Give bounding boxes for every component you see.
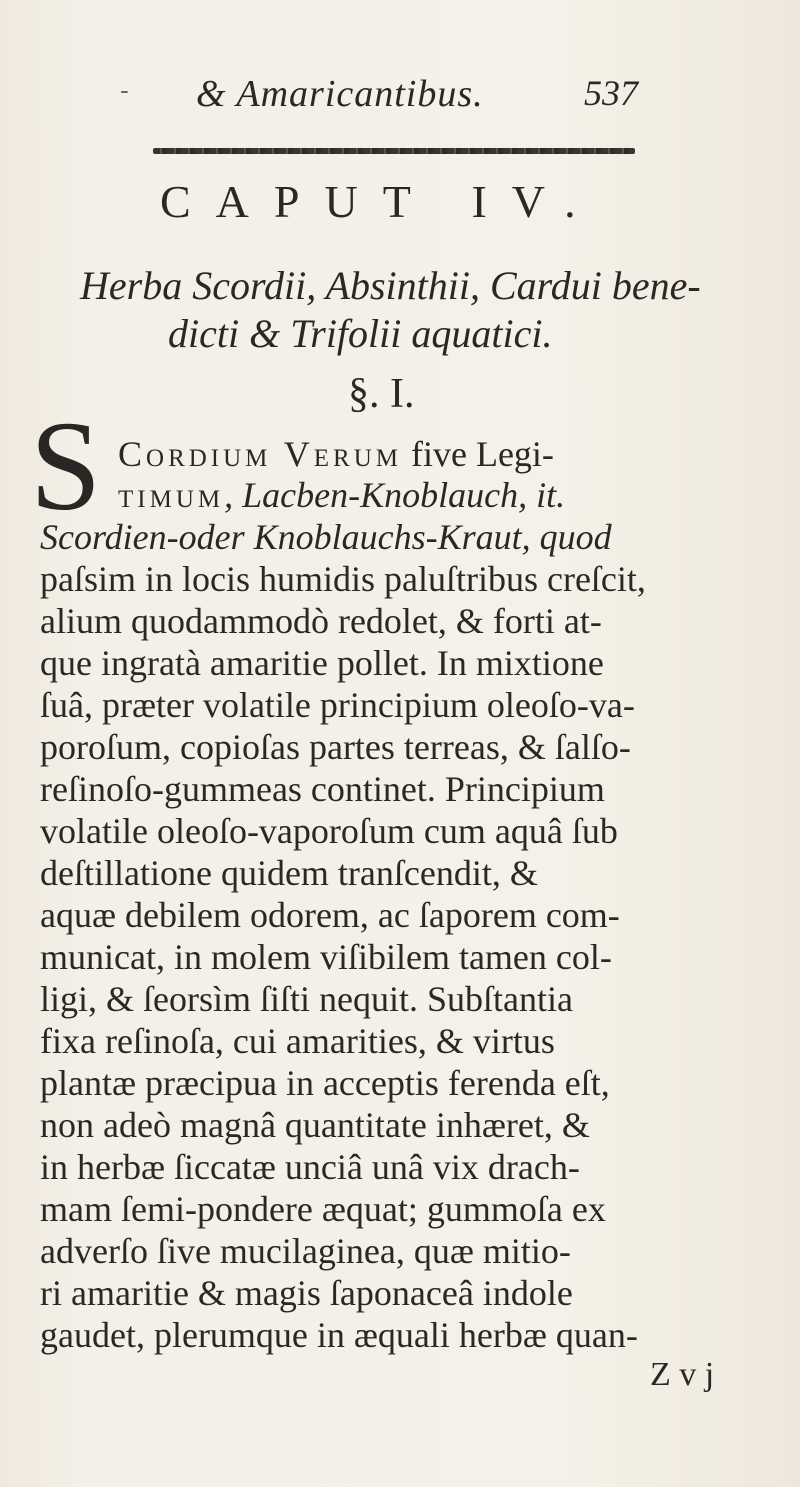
text-line-rest: , Lacben-Knoblauch, it.: [224, 475, 566, 515]
chapter-heading: CAPUT IV.: [160, 176, 601, 227]
text-line: non adeò magnâ quantitate inhæret, &: [40, 1105, 590, 1145]
text-line: ligi, & ſeorsìm ſiſti nequit. Subſtantia: [40, 979, 573, 1019]
text-line: poroſum, copioſas partes terreas, & ſalſo-: [40, 727, 631, 767]
text-line-rest: five Legi-: [401, 434, 554, 474]
running-head-title: & Amaricantibus.: [196, 73, 484, 115]
text-line: ri amaritie & magis ſaponaceâ indole: [40, 1273, 573, 1313]
chapter-subtitle-line-2: dicti & Trifolii aquatici.: [168, 311, 553, 356]
section-number: §. I.: [348, 371, 415, 417]
text-line: adverſo ſive mucilaginea, quæ mitio-: [40, 1231, 571, 1271]
text-line: plantæ præcipua in acceptis ferenda eſt,: [40, 1063, 610, 1103]
ornamental-rule: [153, 148, 635, 154]
text-line-smallcaps: Cordium Verum: [118, 434, 402, 474]
text-line: reſinoſo-gummeas continet. Principium: [40, 769, 605, 809]
page-number: 537: [584, 73, 638, 113]
chapter-subtitle-line-1: Herba Scordii, Absinthii, Cardui bene-: [80, 263, 701, 308]
running-head-dash: -: [120, 76, 129, 106]
text-line: deſtillatione quidem tranſcendit, &: [40, 853, 538, 893]
text-line: fixa reſinoſa, cui amarities, & virtus: [40, 1021, 555, 1061]
text-line-smallcaps: timum: [118, 475, 225, 515]
text-line: [118, 473, 758, 517]
text-line: Scordien-oder Knoblauchs-Kraut, quod: [40, 517, 612, 557]
text-line: volatile oleoſo-vaporoſum cum aquâ ſub: [40, 811, 618, 851]
text-line: ſuâ, præter volatile principium oleoſo-va-: [40, 685, 635, 725]
text-line: municat, in molem viſibilem tamen col-: [40, 937, 612, 977]
drop-capital: S: [30, 395, 102, 537]
text-line: alium quodammodò redolet, & forti at-: [40, 601, 602, 641]
running-head: [0, 72, 800, 122]
text-line: in herbæ ſiccatæ unciâ unâ vix drach-: [40, 1147, 580, 1187]
text-line: mam ſemi-pondere æquat; gummoſa ex: [40, 1189, 606, 1229]
text-line: paſsim in locis humidis paluſtribus creſcit,: [40, 559, 646, 599]
text-line: gaudet, plerumque in æquali herbæ quan-: [40, 1315, 638, 1355]
text-line: [118, 432, 758, 476]
text-line: aquæ debilem odorem, ac ſaporem com-: [40, 895, 620, 935]
signature-mark: Z v j: [650, 1356, 715, 1393]
text-line: que ingratà amaritie pollet. In mixtione: [40, 643, 604, 683]
